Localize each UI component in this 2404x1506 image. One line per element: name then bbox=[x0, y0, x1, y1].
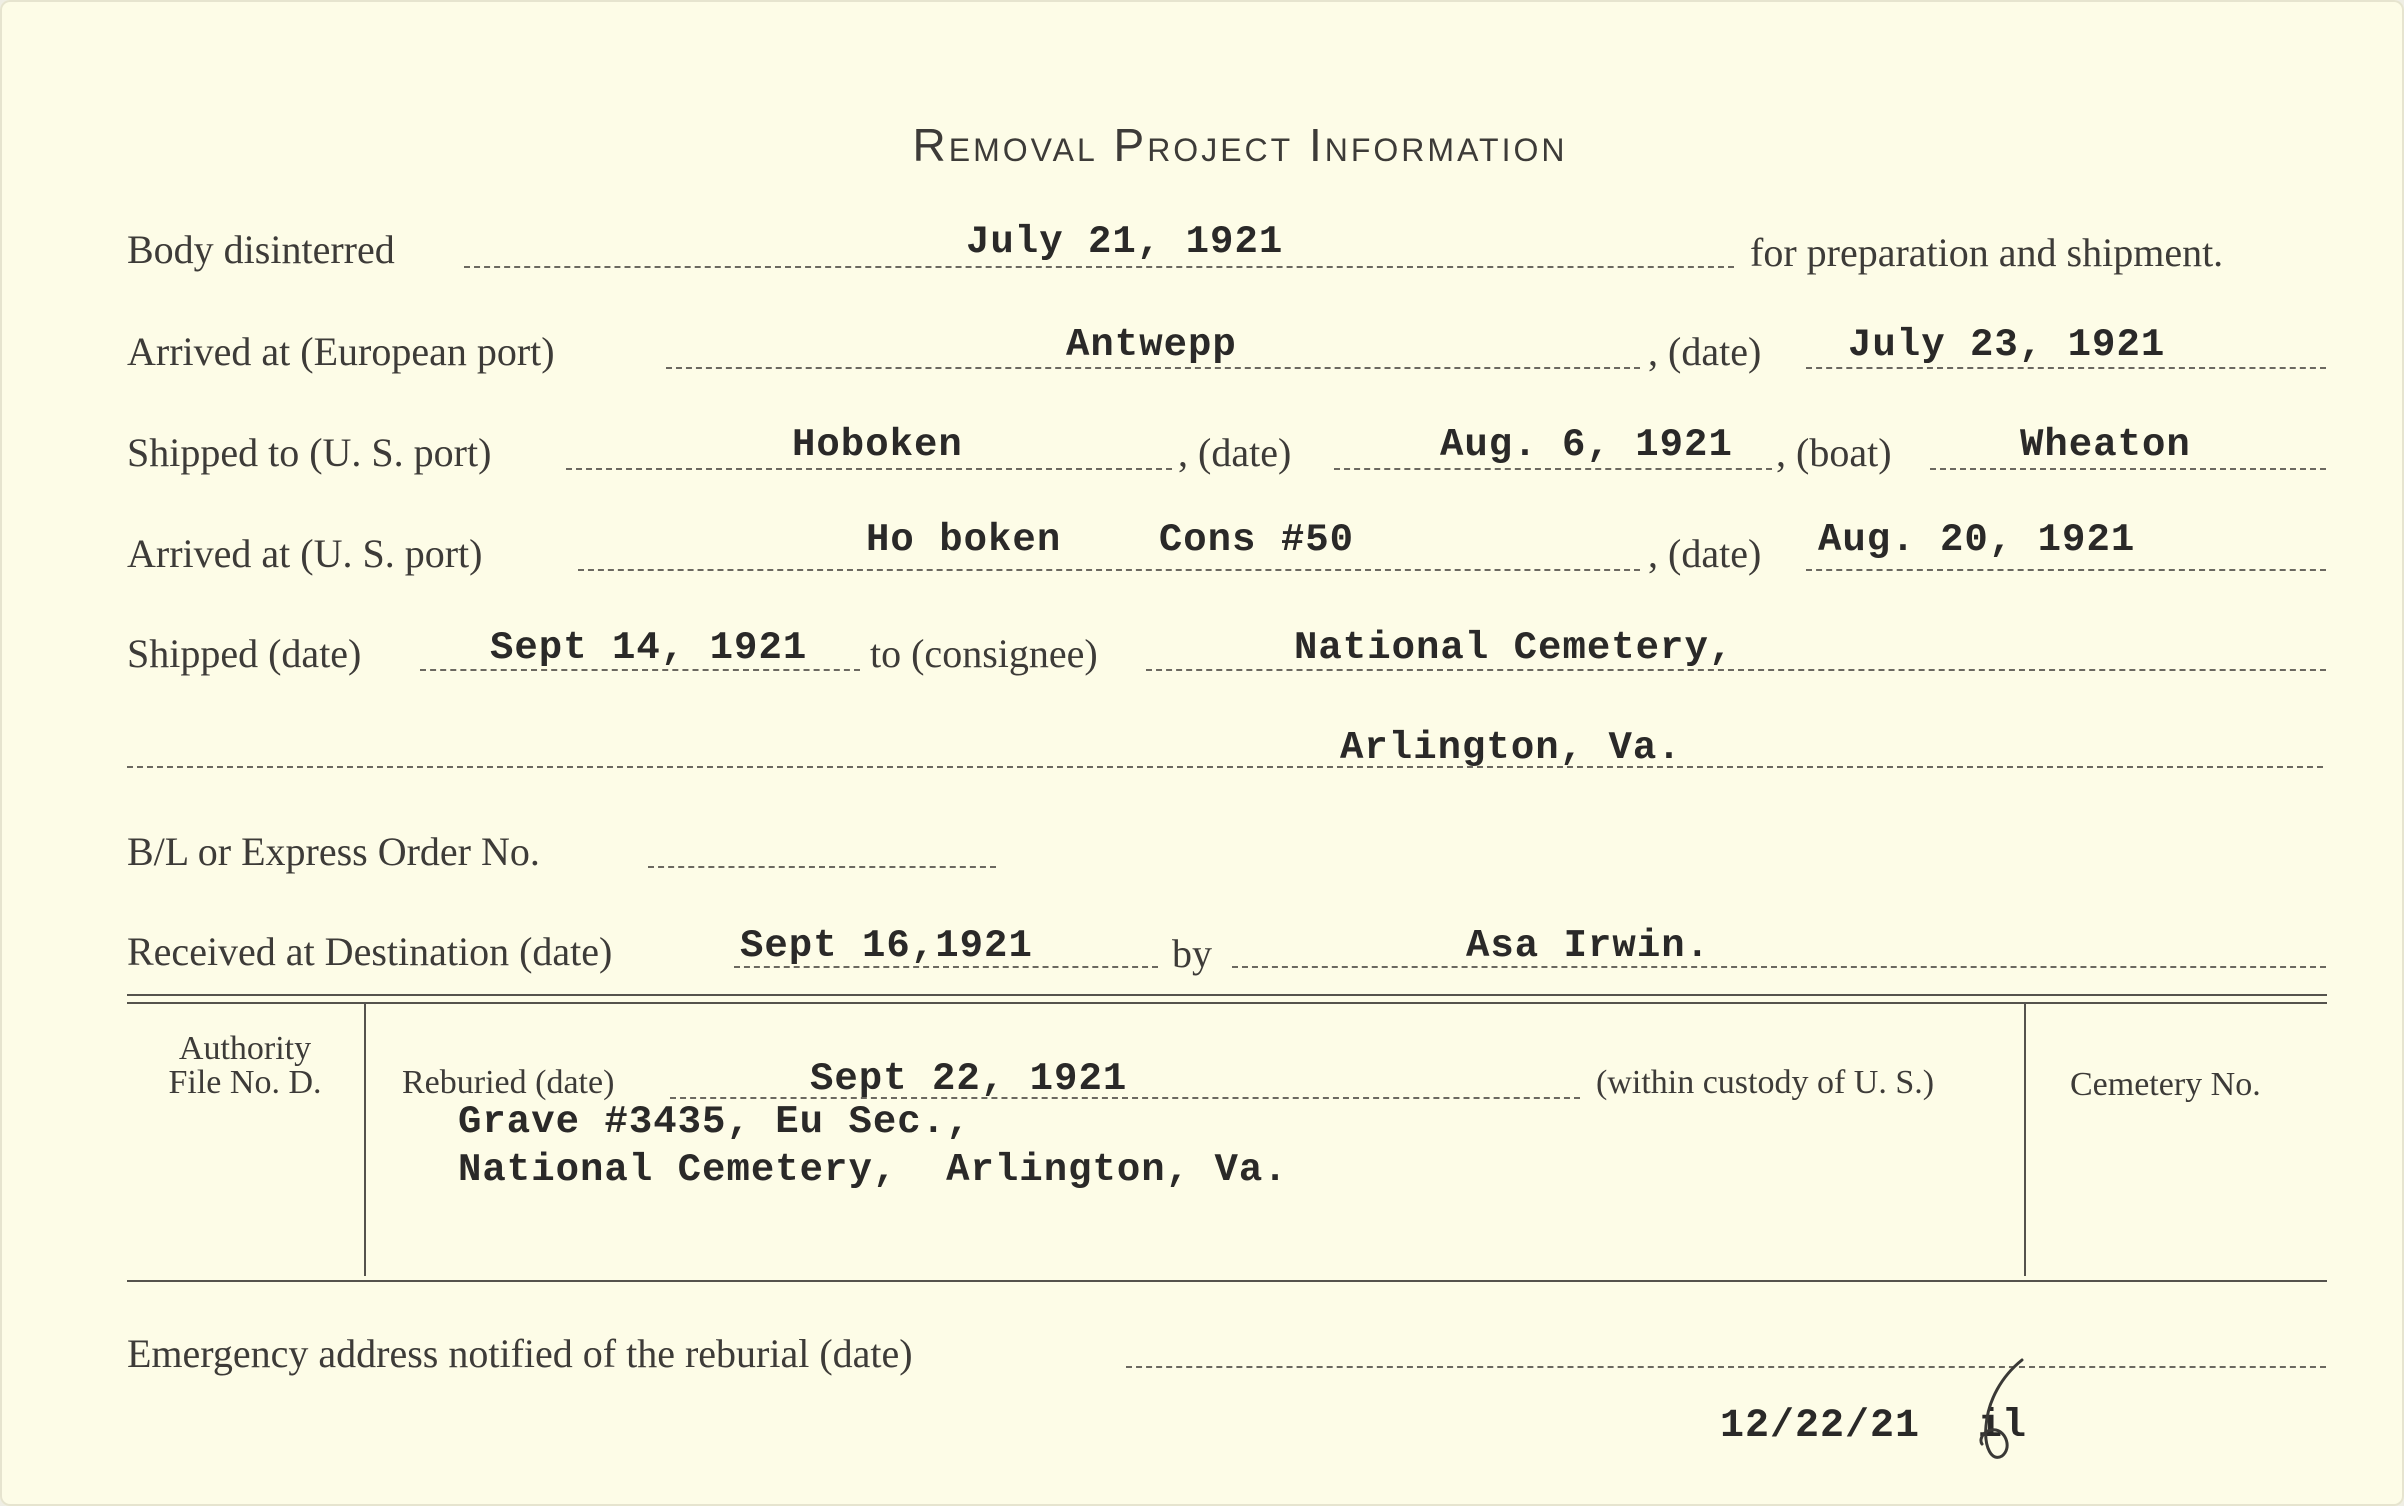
arrived-european-line bbox=[666, 367, 1640, 369]
authority-line-1: Authority bbox=[178, 1030, 312, 1067]
handwritten-initial-mark bbox=[1962, 1352, 2042, 1476]
consignee-line-2-text: Arlington, Va. bbox=[1340, 726, 1682, 770]
arrived-european-date-line bbox=[1806, 367, 2326, 369]
reburied-date: Sept 22, 1921 bbox=[810, 1057, 1128, 1101]
shipped-us-line bbox=[566, 468, 1172, 470]
arrived-european-date: July 23, 1921 bbox=[1848, 323, 2166, 367]
shipped-date-label: Shipped (date) bbox=[127, 631, 362, 676]
shipped-us-date-line bbox=[1334, 468, 1772, 470]
shipped-us-label: Shipped to (U. S. port) bbox=[127, 430, 492, 475]
emergency-line bbox=[1126, 1366, 2326, 1368]
shipped-us-boat-line bbox=[1930, 468, 2326, 470]
emergency-label: Emergency address notified of the reburial (date) bbox=[127, 1331, 913, 1376]
received-by-line bbox=[1232, 966, 2326, 968]
received-label: Received at Destination (date) bbox=[127, 929, 613, 974]
body-disinterred-label: Body disinterred bbox=[127, 227, 395, 272]
authority-line-2: File No. D. bbox=[168, 1064, 322, 1101]
arrived-european-date-label: , (date) bbox=[1648, 329, 1762, 374]
box-top-rule-2 bbox=[127, 1002, 2327, 1004]
shipped-us-boat: Wheaton bbox=[2020, 423, 2191, 467]
cemetery-no-label: Cemetery No. bbox=[2070, 1066, 2261, 1103]
received-by-label: by bbox=[1172, 931, 1212, 976]
arrived-european-port: Antwepp bbox=[1066, 323, 1237, 367]
arrived-us-date-line bbox=[1806, 569, 2326, 571]
received-date: Sept 16,1921 bbox=[740, 924, 1033, 968]
consignee-label: to (consignee) bbox=[870, 631, 1098, 676]
consignee-line-2 bbox=[127, 766, 2323, 768]
consignee-line-1-text: National Cemetery, bbox=[1294, 626, 1734, 670]
box-divider-right bbox=[2024, 1004, 2026, 1276]
shipped-us-date: Aug. 6, 1921 bbox=[1440, 423, 1733, 467]
box-top-rule-1 bbox=[127, 994, 2327, 996]
grave-line-1: Grave #3435, Eu Sec., bbox=[458, 1100, 971, 1144]
arrived-us-date: Aug. 20, 1921 bbox=[1818, 518, 2136, 562]
shipped-us-boat-label: , (boat) bbox=[1776, 430, 1892, 475]
bl-order-line bbox=[648, 866, 996, 868]
arrived-us-port: Ho boken Cons #50 bbox=[866, 518, 1355, 562]
bl-order-label: B/L or Express Order No. bbox=[127, 829, 540, 874]
footer-date: 12/22/21 bbox=[1720, 1404, 1921, 1449]
card-title: Removal Project Information bbox=[912, 119, 1568, 171]
shipped-date: Sept 14, 1921 bbox=[490, 626, 808, 670]
footer-initials: il bbox=[1978, 1404, 2027, 1449]
grave-line-2: National Cemetery, Arlington, Va. bbox=[458, 1148, 1288, 1192]
body-disinterred-suffix: for preparation and shipment. bbox=[1750, 230, 2224, 275]
arrived-us-label: Arrived at (U. S. port) bbox=[127, 531, 483, 576]
shipped-us-date-label: , (date) bbox=[1178, 430, 1292, 475]
body-disinterred-date: July 21, 1921 bbox=[966, 220, 1284, 264]
body-disinterred-line bbox=[464, 266, 1734, 268]
box-bottom-rule bbox=[127, 1280, 2327, 1282]
arrived-european-label: Arrived at (European port) bbox=[127, 329, 555, 374]
custody-note: (within custody of U. S.) bbox=[1596, 1064, 1935, 1101]
reburied-label: Reburied (date) bbox=[402, 1064, 615, 1101]
arrived-us-date-label: , (date) bbox=[1648, 531, 1762, 576]
authority-file-no bbox=[150, 1032, 340, 1100]
received-by: Asa Irwin. bbox=[1466, 924, 1711, 968]
box-divider-left bbox=[364, 1004, 366, 1276]
arrived-us-line bbox=[578, 569, 1640, 571]
shipped-us-port: Hoboken bbox=[792, 423, 963, 467]
